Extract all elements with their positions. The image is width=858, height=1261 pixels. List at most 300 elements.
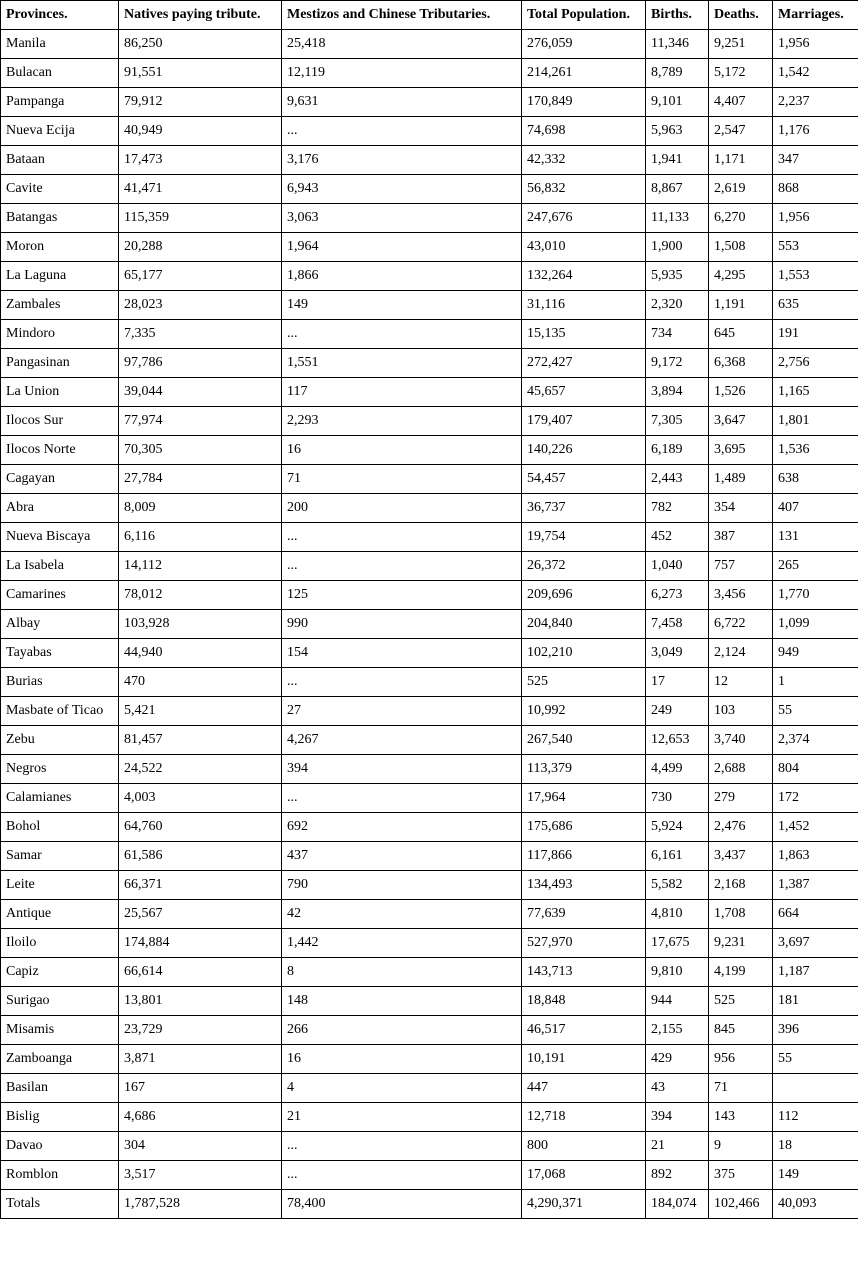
births-cell: 11,346 [646, 30, 709, 59]
population-cell: 56,832 [522, 175, 646, 204]
deaths-cell: 4,199 [709, 958, 773, 987]
header-mestizos-chinese-tributaries: Mestizos and Chinese Tributaries. [282, 1, 522, 30]
province-cell: Abra [1, 494, 119, 523]
table-row [1, 871, 858, 900]
births-cell: 4,499 [646, 755, 709, 784]
population-cell: 77,639 [522, 900, 646, 929]
province-cell: Ilocos Sur [1, 407, 119, 436]
marriages-cell: 1,099 [773, 610, 858, 639]
population-cell: 140,226 [522, 436, 646, 465]
table-row [1, 552, 858, 581]
marriages-cell: 664 [773, 900, 858, 929]
natives-cell: 4,003 [119, 784, 282, 813]
marriages-cell [773, 1074, 858, 1103]
population-cell: 45,657 [522, 378, 646, 407]
province-cell: Bislig [1, 1103, 119, 1132]
deaths-cell: 1,526 [709, 378, 773, 407]
mestizos-cell: 16 [282, 1045, 522, 1074]
marriages-cell: 40,093 [773, 1190, 858, 1219]
mestizos-cell: 2,293 [282, 407, 522, 436]
province-cell: Surigao [1, 987, 119, 1016]
population-cell: 19,754 [522, 523, 646, 552]
mestizos-cell: 154 [282, 639, 522, 668]
table-row [1, 233, 858, 262]
population-cell: 175,686 [522, 813, 646, 842]
natives-cell: 24,522 [119, 755, 282, 784]
mestizos-cell: ... [282, 320, 522, 349]
population-cell: 17,964 [522, 784, 646, 813]
natives-cell: 3,871 [119, 1045, 282, 1074]
marriages-cell: 131 [773, 523, 858, 552]
natives-cell: 77,974 [119, 407, 282, 436]
marriages-cell: 55 [773, 697, 858, 726]
deaths-cell: 9 [709, 1132, 773, 1161]
province-cell: Romblon [1, 1161, 119, 1190]
header-natives-paying-tribute: Natives paying tribute. [119, 1, 282, 30]
natives-cell: 28,023 [119, 291, 282, 320]
natives-cell: 66,371 [119, 871, 282, 900]
population-cell: 113,379 [522, 755, 646, 784]
table-row [1, 1016, 858, 1045]
mestizos-cell: ... [282, 668, 522, 697]
births-cell: 12,653 [646, 726, 709, 755]
natives-cell: 167 [119, 1074, 282, 1103]
natives-cell: 65,177 [119, 262, 282, 291]
deaths-cell: 1,171 [709, 146, 773, 175]
natives-cell: 64,760 [119, 813, 282, 842]
population-cell: 143,713 [522, 958, 646, 987]
deaths-cell: 9,231 [709, 929, 773, 958]
natives-cell: 79,912 [119, 88, 282, 117]
table-row [1, 987, 858, 1016]
province-cell: Iloilo [1, 929, 119, 958]
province-cell: Totals [1, 1190, 119, 1219]
marriages-cell: 149 [773, 1161, 858, 1190]
marriages-cell: 265 [773, 552, 858, 581]
province-cell: Calamianes [1, 784, 119, 813]
marriages-cell: 1,956 [773, 204, 858, 233]
table-row [1, 378, 858, 407]
natives-cell: 86,250 [119, 30, 282, 59]
header-births: Births. [646, 1, 709, 30]
province-cell: Capiz [1, 958, 119, 987]
natives-cell: 4,686 [119, 1103, 282, 1132]
births-cell: 21 [646, 1132, 709, 1161]
natives-cell: 20,288 [119, 233, 282, 262]
births-cell: 2,320 [646, 291, 709, 320]
marriages-cell: 181 [773, 987, 858, 1016]
deaths-cell: 3,456 [709, 581, 773, 610]
natives-cell: 115,359 [119, 204, 282, 233]
natives-cell: 1,787,528 [119, 1190, 282, 1219]
population-cell: 247,676 [522, 204, 646, 233]
table-row [1, 436, 858, 465]
table-row [1, 88, 858, 117]
marriages-cell: 804 [773, 755, 858, 784]
natives-cell: 81,457 [119, 726, 282, 755]
marriages-cell: 1,176 [773, 117, 858, 146]
births-cell: 3,894 [646, 378, 709, 407]
births-cell: 782 [646, 494, 709, 523]
births-cell: 5,935 [646, 262, 709, 291]
deaths-cell: 6,368 [709, 349, 773, 378]
natives-cell: 44,940 [119, 639, 282, 668]
mestizos-cell: 71 [282, 465, 522, 494]
marriages-cell: 18 [773, 1132, 858, 1161]
mestizos-cell: 3,063 [282, 204, 522, 233]
mestizos-cell: 8 [282, 958, 522, 987]
population-cell: 179,407 [522, 407, 646, 436]
natives-cell: 39,044 [119, 378, 282, 407]
province-cell: Pangasinan [1, 349, 119, 378]
deaths-cell: 3,437 [709, 842, 773, 871]
deaths-cell: 757 [709, 552, 773, 581]
natives-cell: 97,786 [119, 349, 282, 378]
table-row [1, 639, 858, 668]
deaths-cell: 71 [709, 1074, 773, 1103]
mestizos-cell: 125 [282, 581, 522, 610]
mestizos-cell: 394 [282, 755, 522, 784]
population-cell: 134,493 [522, 871, 646, 900]
deaths-cell: 5,172 [709, 59, 773, 88]
table-row [1, 1161, 858, 1190]
births-cell: 1,040 [646, 552, 709, 581]
mestizos-cell: 117 [282, 378, 522, 407]
marriages-cell: 1,956 [773, 30, 858, 59]
marriages-cell: 2,237 [773, 88, 858, 117]
mestizos-cell: 990 [282, 610, 522, 639]
births-cell: 5,582 [646, 871, 709, 900]
deaths-cell: 1,191 [709, 291, 773, 320]
births-cell: 9,101 [646, 88, 709, 117]
births-cell: 734 [646, 320, 709, 349]
population-cell: 267,540 [522, 726, 646, 755]
province-cell: Pampanga [1, 88, 119, 117]
deaths-cell: 2,547 [709, 117, 773, 146]
deaths-cell: 3,740 [709, 726, 773, 755]
population-cell: 209,696 [522, 581, 646, 610]
mestizos-cell: 437 [282, 842, 522, 871]
province-cell: Bulacan [1, 59, 119, 88]
births-cell: 184,074 [646, 1190, 709, 1219]
marriages-cell: 1,863 [773, 842, 858, 871]
mestizos-cell: 3,176 [282, 146, 522, 175]
natives-cell: 41,471 [119, 175, 282, 204]
table-row [1, 784, 858, 813]
province-cell: Ilocos Norte [1, 436, 119, 465]
births-cell: 9,172 [646, 349, 709, 378]
births-cell: 892 [646, 1161, 709, 1190]
mestizos-cell: ... [282, 117, 522, 146]
natives-cell: 61,586 [119, 842, 282, 871]
table-row [1, 262, 858, 291]
natives-cell: 8,009 [119, 494, 282, 523]
population-cell: 10,992 [522, 697, 646, 726]
mestizos-cell: ... [282, 552, 522, 581]
population-cell: 102,210 [522, 639, 646, 668]
province-cell: Negros [1, 755, 119, 784]
deaths-cell: 1,489 [709, 465, 773, 494]
births-cell: 6,161 [646, 842, 709, 871]
marriages-cell: 2,374 [773, 726, 858, 755]
marriages-cell: 191 [773, 320, 858, 349]
table-row [1, 117, 858, 146]
mestizos-cell: 149 [282, 291, 522, 320]
province-cell: Batangas [1, 204, 119, 233]
births-cell: 429 [646, 1045, 709, 1074]
table-row [1, 581, 858, 610]
province-cell: Zambales [1, 291, 119, 320]
mestizos-cell: 16 [282, 436, 522, 465]
province-cell: Camarines [1, 581, 119, 610]
mestizos-cell: 790 [282, 871, 522, 900]
natives-cell: 13,801 [119, 987, 282, 1016]
marriages-cell: 1,542 [773, 59, 858, 88]
table-row [1, 813, 858, 842]
deaths-cell: 354 [709, 494, 773, 523]
natives-cell: 91,551 [119, 59, 282, 88]
province-cell: Basilan [1, 1074, 119, 1103]
marriages-cell: 2,756 [773, 349, 858, 378]
natives-cell: 66,614 [119, 958, 282, 987]
births-cell: 730 [646, 784, 709, 813]
population-cell: 54,457 [522, 465, 646, 494]
province-cell: Antique [1, 900, 119, 929]
births-cell: 2,443 [646, 465, 709, 494]
deaths-cell: 2,619 [709, 175, 773, 204]
births-cell: 944 [646, 987, 709, 1016]
province-cell: Misamis [1, 1016, 119, 1045]
mestizos-cell: 27 [282, 697, 522, 726]
deaths-cell: 12 [709, 668, 773, 697]
population-cell: 12,718 [522, 1103, 646, 1132]
population-cell: 10,191 [522, 1045, 646, 1074]
natives-cell: 103,928 [119, 610, 282, 639]
population-cell: 74,698 [522, 117, 646, 146]
natives-cell: 174,884 [119, 929, 282, 958]
province-cell: La Laguna [1, 262, 119, 291]
natives-cell: 7,335 [119, 320, 282, 349]
deaths-cell: 525 [709, 987, 773, 1016]
table-row [1, 610, 858, 639]
table-body [1, 30, 858, 1219]
marriages-cell: 172 [773, 784, 858, 813]
marriages-cell: 1,387 [773, 871, 858, 900]
births-cell: 394 [646, 1103, 709, 1132]
table-row [1, 407, 858, 436]
population-cell: 204,840 [522, 610, 646, 639]
mestizos-cell: ... [282, 523, 522, 552]
births-cell: 7,305 [646, 407, 709, 436]
mestizos-cell: ... [282, 1132, 522, 1161]
population-cell: 42,332 [522, 146, 646, 175]
table-row [1, 59, 858, 88]
table-row [1, 465, 858, 494]
marriages-cell: 1,165 [773, 378, 858, 407]
marriages-cell: 1 [773, 668, 858, 697]
population-cell: 18,848 [522, 987, 646, 1016]
births-cell: 5,963 [646, 117, 709, 146]
province-cell: Nueva Ecija [1, 117, 119, 146]
births-cell: 6,273 [646, 581, 709, 610]
table-row [1, 1132, 858, 1161]
marriages-cell: 1,187 [773, 958, 858, 987]
table-row [1, 726, 858, 755]
table-row [1, 320, 858, 349]
mestizos-cell: 4 [282, 1074, 522, 1103]
deaths-cell: 3,695 [709, 436, 773, 465]
table-row [1, 175, 858, 204]
deaths-cell: 6,270 [709, 204, 773, 233]
table-header [1, 1, 858, 30]
deaths-cell: 2,688 [709, 755, 773, 784]
table-row [1, 668, 858, 697]
natives-cell: 23,729 [119, 1016, 282, 1045]
province-cell: Albay [1, 610, 119, 639]
population-cell: 17,068 [522, 1161, 646, 1190]
natives-cell: 78,012 [119, 581, 282, 610]
table-row [1, 349, 858, 378]
deaths-cell: 3,647 [709, 407, 773, 436]
table-row [1, 494, 858, 523]
table-row [1, 30, 858, 59]
natives-cell: 3,517 [119, 1161, 282, 1190]
province-cell: Mindoro [1, 320, 119, 349]
header-provinces: Provinces. [1, 1, 119, 30]
population-cell: 525 [522, 668, 646, 697]
deaths-cell: 387 [709, 523, 773, 552]
deaths-cell: 279 [709, 784, 773, 813]
table-row [1, 1074, 858, 1103]
mestizos-cell: 9,631 [282, 88, 522, 117]
marriages-cell: 635 [773, 291, 858, 320]
deaths-cell: 645 [709, 320, 773, 349]
province-cell: Moron [1, 233, 119, 262]
births-cell: 7,458 [646, 610, 709, 639]
table-row [1, 1045, 858, 1074]
deaths-cell: 102,466 [709, 1190, 773, 1219]
natives-cell: 25,567 [119, 900, 282, 929]
table-row [1, 842, 858, 871]
natives-cell: 70,305 [119, 436, 282, 465]
marriages-cell: 3,697 [773, 929, 858, 958]
mestizos-cell: 266 [282, 1016, 522, 1045]
population-cell: 36,737 [522, 494, 646, 523]
natives-cell: 17,473 [119, 146, 282, 175]
natives-cell: 14,112 [119, 552, 282, 581]
mestizos-cell: ... [282, 784, 522, 813]
deaths-cell: 2,124 [709, 639, 773, 668]
population-cell: 26,372 [522, 552, 646, 581]
population-cell: 800 [522, 1132, 646, 1161]
population-cell: 447 [522, 1074, 646, 1103]
births-cell: 17 [646, 668, 709, 697]
births-cell: 3,049 [646, 639, 709, 668]
mestizos-cell: 1,964 [282, 233, 522, 262]
mestizos-cell: 12,119 [282, 59, 522, 88]
births-cell: 249 [646, 697, 709, 726]
births-cell: 8,867 [646, 175, 709, 204]
province-cell: La Isabela [1, 552, 119, 581]
province-cell: La Union [1, 378, 119, 407]
mestizos-cell: 1,551 [282, 349, 522, 378]
marriages-cell: 1,536 [773, 436, 858, 465]
natives-cell: 40,949 [119, 117, 282, 146]
province-cell: Cagayan [1, 465, 119, 494]
natives-cell: 470 [119, 668, 282, 697]
table-row [1, 146, 858, 175]
marriages-cell: 1,801 [773, 407, 858, 436]
population-cell: 43,010 [522, 233, 646, 262]
mestizos-cell: 6,943 [282, 175, 522, 204]
mestizos-cell: 692 [282, 813, 522, 842]
births-cell: 452 [646, 523, 709, 552]
mestizos-cell: 1,866 [282, 262, 522, 291]
marriages-cell: 55 [773, 1045, 858, 1074]
table-row [1, 291, 858, 320]
deaths-cell: 1,508 [709, 233, 773, 262]
births-cell: 1,941 [646, 146, 709, 175]
marriages-cell: 1,452 [773, 813, 858, 842]
population-cell: 276,059 [522, 30, 646, 59]
births-cell: 2,155 [646, 1016, 709, 1045]
header-row [1, 1, 858, 30]
table-row [1, 1103, 858, 1132]
province-cell: Burias [1, 668, 119, 697]
population-cell: 15,135 [522, 320, 646, 349]
mestizos-cell: ... [282, 1161, 522, 1190]
deaths-cell: 956 [709, 1045, 773, 1074]
population-cell: 117,866 [522, 842, 646, 871]
births-cell: 5,924 [646, 813, 709, 842]
deaths-cell: 143 [709, 1103, 773, 1132]
deaths-cell: 6,722 [709, 610, 773, 639]
population-cell: 46,517 [522, 1016, 646, 1045]
natives-cell: 5,421 [119, 697, 282, 726]
province-cell: Davao [1, 1132, 119, 1161]
mestizos-cell: 1,442 [282, 929, 522, 958]
table-row [1, 204, 858, 233]
province-cell: Samar [1, 842, 119, 871]
province-cell: Zamboanga [1, 1045, 119, 1074]
marriages-cell: 112 [773, 1103, 858, 1132]
mestizos-cell: 148 [282, 987, 522, 1016]
marriages-cell: 553 [773, 233, 858, 262]
deaths-cell: 375 [709, 1161, 773, 1190]
province-cell: Leite [1, 871, 119, 900]
population-cell: 214,261 [522, 59, 646, 88]
deaths-cell: 845 [709, 1016, 773, 1045]
marriages-cell: 396 [773, 1016, 858, 1045]
province-cell: Masbate of Ticao [1, 697, 119, 726]
population-cell: 31,116 [522, 291, 646, 320]
mestizos-cell: 21 [282, 1103, 522, 1132]
table-row [1, 755, 858, 784]
marriages-cell: 868 [773, 175, 858, 204]
province-cell: Manila [1, 30, 119, 59]
population-cell: 170,849 [522, 88, 646, 117]
marriages-cell: 347 [773, 146, 858, 175]
header-deaths: Deaths. [709, 1, 773, 30]
population-cell: 132,264 [522, 262, 646, 291]
mestizos-cell: 4,267 [282, 726, 522, 755]
births-cell: 11,133 [646, 204, 709, 233]
births-cell: 43 [646, 1074, 709, 1103]
marriages-cell: 1,770 [773, 581, 858, 610]
province-cell: Tayabas [1, 639, 119, 668]
natives-cell: 27,784 [119, 465, 282, 494]
marriages-cell: 407 [773, 494, 858, 523]
